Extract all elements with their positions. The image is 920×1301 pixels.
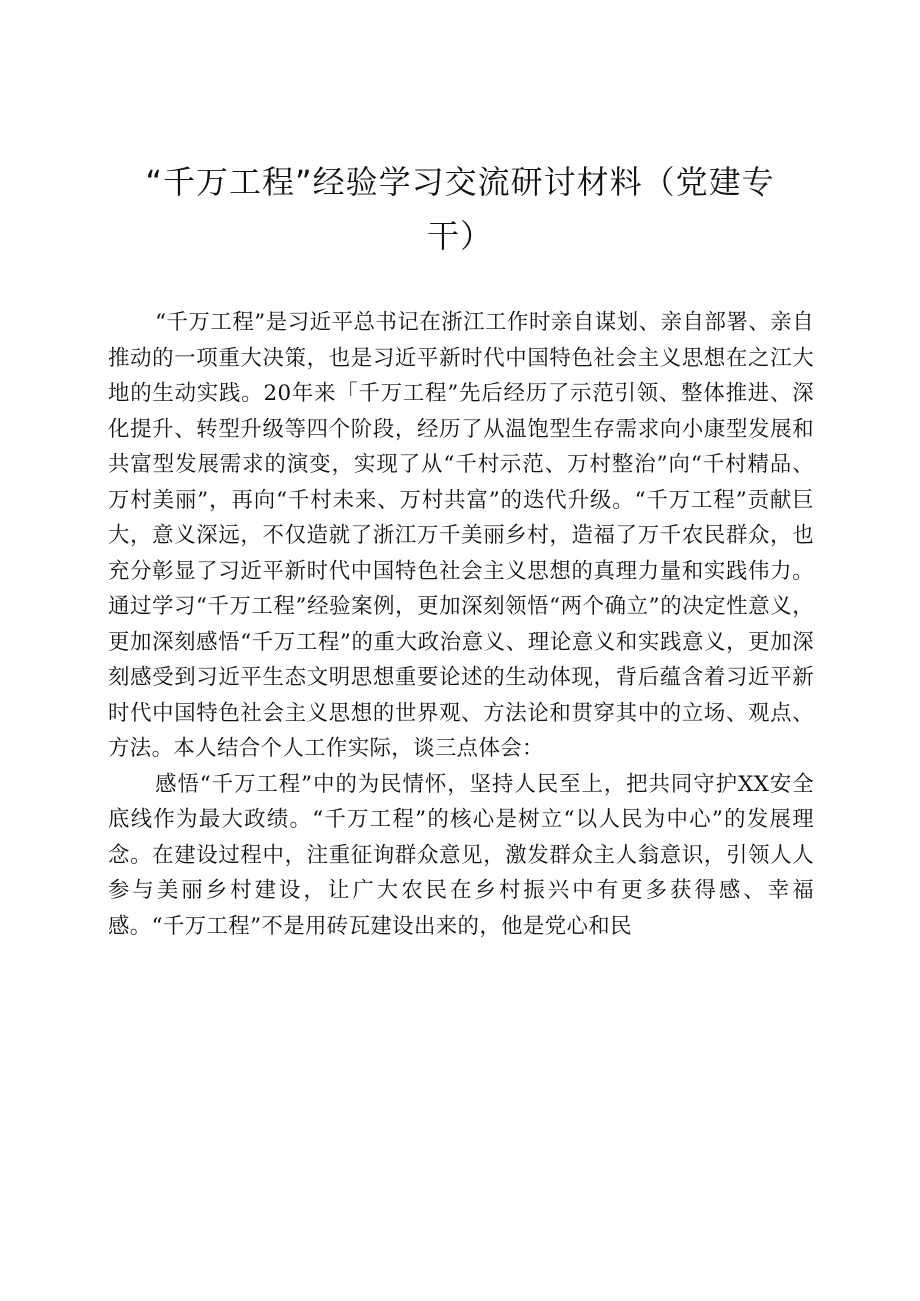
paragraph-point-1: 感悟“千万工程”中的为民情怀，坚持人民至上，把共同守护XX安全底线作为最大政绩。“千万工程”的核心是树立“以人民为中心”的发展理念。在建设过程中，注重征询群众意见，激发群众主人翁意识，引领人人参与美丽乡村建设，让广大农民在乡村振兴中有更多获得感、幸福感。“千万工程”不是用砖瓦建设出来的，他是党心和民	[108, 771, 814, 939]
paragraph-intro: “千万工程”是习近平总书记在浙江工作时亲自谋划、亲自部署、亲自推动的一项重大决策，也是习近平新时代中国特色社会主义思想在之江大地的生动实践。20年来「千万工程”先后经历了示范引领、整体推进、深化提升、转型升级等四个阶段，经历了从温饱型生存需求向小康型发展和共富型发展需求的演变，实现了从“千村示范、万村整治”向“千村精品、万村美丽”，再向“千村未来、万村共富”的迭代升级。“千万工程”贡献巨大，意义深远，不仅造就了浙江万千美丽乡村，造福了万千农民群众，也充分彰显了习近平新时代中国特色社会主义思想的真理力量和实践伟力。通过学习“千万工程”经验案例，更加深刻领悟“两个确立”的决定性意义，更加深刻感悟“千万工程”的重大政治意义、理论意义和实践意义，更加深刻感受到习近平生态文明思想重要论述的生动体现，背后蕴含着习近平新时代中国特色社会主义思想的世界观、方法论和贯穿其中的立场、观点、方法。本人结合个人工作实际，谈三点体会：	[108, 310, 814, 761]
title-line-2: 干）	[426, 217, 493, 255]
title-line-1: “千万工程”经验学习交流研讨材料（党建专	[145, 163, 775, 201]
document-title	[110, 155, 810, 263]
document-body	[108, 305, 814, 944]
